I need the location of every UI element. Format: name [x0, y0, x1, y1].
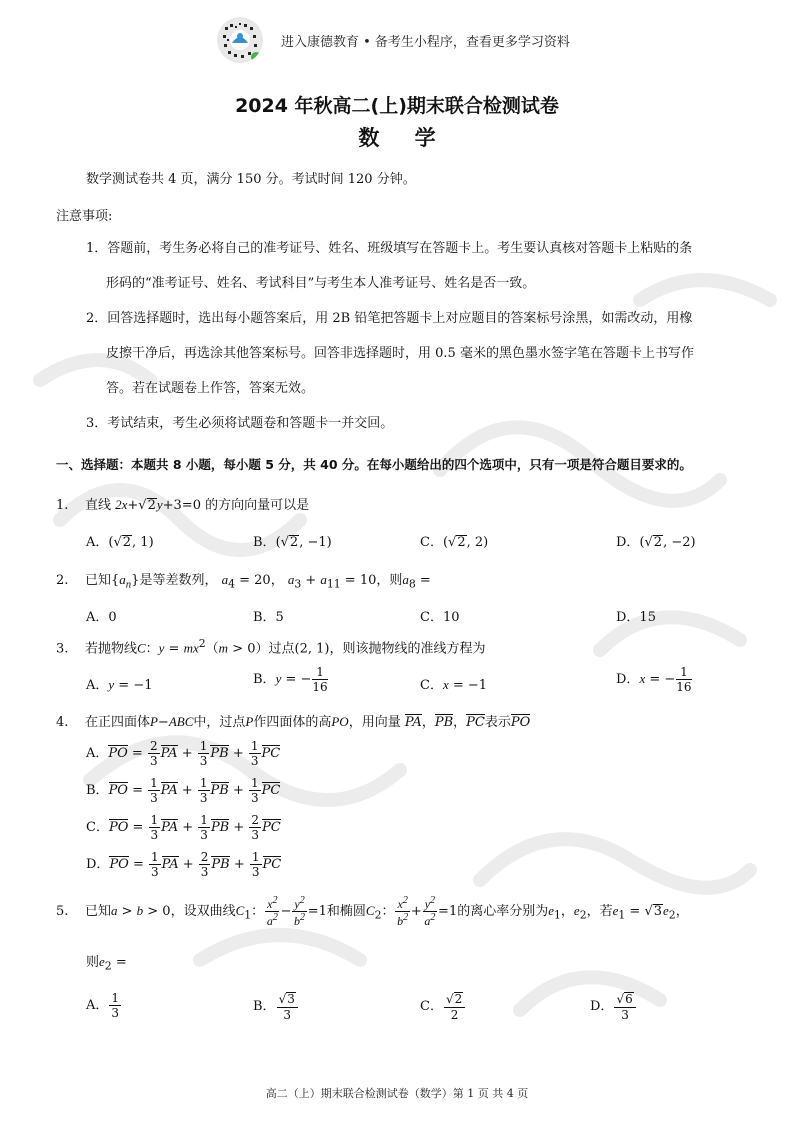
notes-heading: 注意事项:	[56, 209, 113, 224]
header-banner	[217, 16, 570, 64]
qr-code-icon[interactable]	[217, 17, 263, 63]
intro-text: 数学测试卷共 4 页，满分 150 分。考试时间 120 分钟。	[86, 172, 416, 187]
q5-option-c[interactable]: C． $\frac{√2}{2}$	[420, 992, 466, 1021]
q4-option-c[interactable]: C．PO = $\frac{1}{3}$ PA + $\frac{1}{3}$ PB + $\frac{2}{3}$ PC	[86, 813, 281, 842]
q1-option-d[interactable]: D．(√2, −2)	[616, 535, 696, 550]
q5-option-a[interactable]: A． $\frac{1}{3}$	[86, 991, 120, 1020]
q1-option-c[interactable]: C．(√2, 2)	[420, 535, 489, 550]
q5-option-b[interactable]: B． $\frac{√3}{3}$	[253, 992, 299, 1021]
q3-option-a[interactable]: A．y = −1	[86, 677, 153, 693]
note-1-line-1: 1．答题前，考生务必将自己的准考证号、姓名、班级填写在答题卡上。考生要认真核对答题卡上粘贴的条	[86, 241, 693, 256]
note-3: 3．考试结束，考生必须将试题卷和答题卡一并交回。	[86, 416, 394, 431]
question-4: 4. 在正四面体P−ABC中，过点P作四面体的高PO，用向量 PA，PB，PC表示PO	[56, 714, 531, 730]
question-5: 5. 已知a > b > 0，设双曲线$C_1$： $\frac{x^2}{a^2}$ − $\frac{y^2}{b^2}$ =1和椭圆$C_2$： $\frac{x^2}{b^2}$ + $\frac{y^2}{a^2}$ =1的离心率分别为$e_1$，$e_2$，若$e_1 = √3e_2$，	[56, 895, 689, 928]
q3-option-b[interactable]: B．y = − $\frac{1}{16}$	[253, 665, 328, 694]
q3-option-c[interactable]: C．x = −1	[420, 677, 488, 693]
exam-title: 2024 年秋高二(上)期末联合检测试卷	[235, 95, 559, 117]
question-2: 2. 已知$\{a_n\}$是等差数列， $a_4 = 20$， $a_3 + a_{11} = 10$，则$a_8$ =	[56, 572, 431, 591]
q2-option-d[interactable]: D．15	[616, 610, 656, 625]
q4-option-a[interactable]: A．PO = $\frac{2}{3}$ PA + $\frac{1}{3}$ PB + $\frac{1}{3}$ PC	[86, 739, 281, 768]
note-2-line-2: 皮擦干净后，再选涂其他答案标号。回答非选择题时，用 0.5 毫米的黑色墨水签字笔在答题卡上书写作	[106, 346, 694, 361]
q2-option-c[interactable]: C．10	[420, 610, 460, 625]
note-2-line-1: 2．回答选择题时，选出每小题答案后，用 2B 铅笔把答题卡上对应题目的答案标号涂黑，如需改动，用橡	[86, 311, 693, 326]
subject-title: 数 学	[358, 126, 450, 150]
q5-option-d[interactable]: D． $\frac{√6}{3}$	[590, 992, 637, 1021]
question-1: 1. 直线 2x+√2y+3=0 的方向向量可以是	[56, 497, 310, 513]
question-3: 3. 若抛物线C：$y = mx^2(m > 0)$过点(2, 1)，则该抛物线的准线方程为	[56, 637, 486, 657]
question-5-line-2: 则$e_2$ =	[86, 954, 127, 973]
note-1-line-2: 形码的“准考证号、姓名、考试科目”与考生本人准考证号、姓名是否一致。	[106, 276, 536, 291]
q2-option-a[interactable]: A．0	[86, 610, 117, 625]
q4-option-d[interactable]: D．PO = $\frac{1}{3}$ PA + $\frac{2}{3}$ PB + $\frac{1}{3}$ PC	[86, 850, 282, 879]
q1-option-a[interactable]: A．(√2, 1)	[86, 535, 154, 550]
section-1-heading: 一、选择题：本题共 8 小题，每小题 5 分，共 40 分。在每小题给出的四个选项中，只有一项是符合题目要求的。	[56, 457, 692, 472]
q1-option-b[interactable]: B．(√2, −1)	[253, 535, 332, 550]
q3-option-d[interactable]: D．x = − $\frac{1}{16}$	[616, 665, 692, 694]
page-footer: 高二（上）期末联合检测试卷（数学）第 1 页 共 4 页	[265, 1087, 529, 1100]
q4-option-b[interactable]: B．PO = $\frac{1}{3}$ PA + $\frac{1}{3}$ PB + $\frac{1}{3}$ PC	[86, 776, 281, 805]
banner-text: 进入康德教育 • 备考生小程序，查看更多学习资料	[281, 34, 570, 50]
note-2-line-3: 答。若在试题卷上作答，答案无效。	[106, 381, 315, 396]
q2-option-b[interactable]: B．5	[253, 610, 284, 625]
